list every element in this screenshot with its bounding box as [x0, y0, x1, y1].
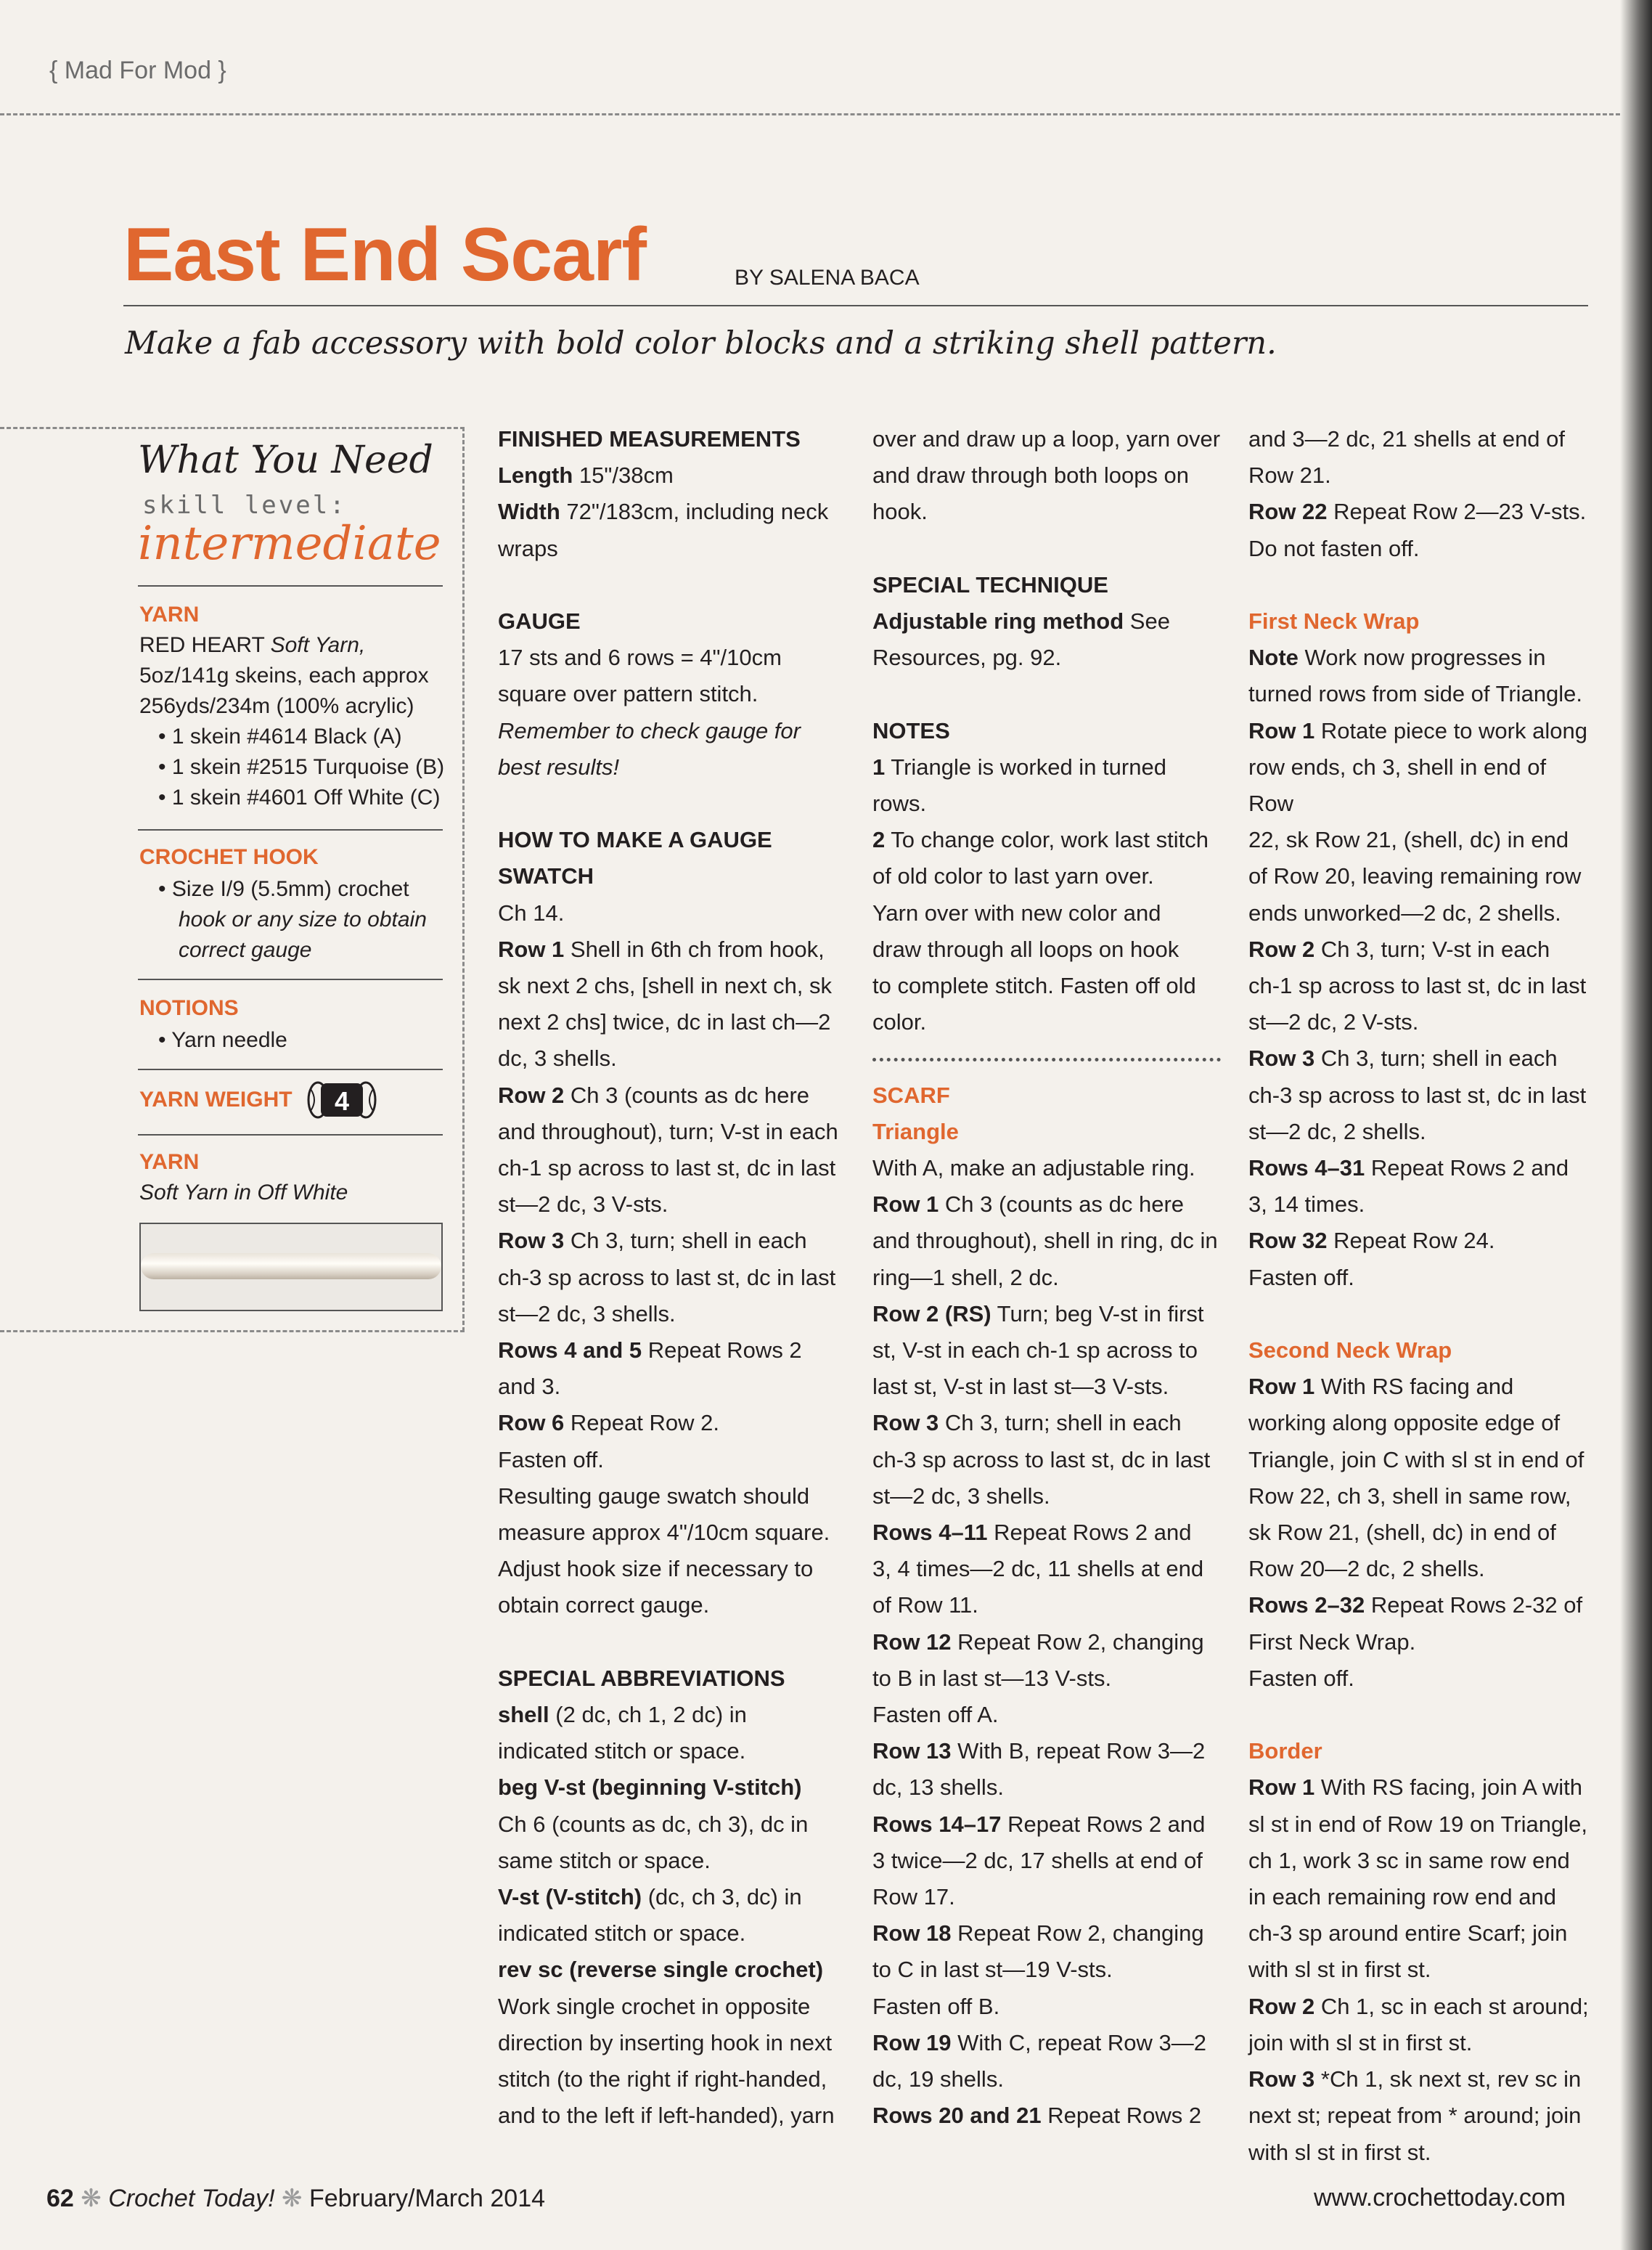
text-line: row ends, ch 3, shell in end of Row: [1248, 754, 1547, 817]
instruction-line: Row 13 With B, repeat Row 3—2: [872, 1738, 1206, 1764]
text-line: hook.: [872, 499, 928, 525]
text-line: 3, 14 times.: [1248, 1191, 1365, 1218]
text-line: 3, 4 times—2 dc, 11 shells at end: [872, 1556, 1204, 1582]
instruction-line: Row 2 Ch 3, turn; V-st in each: [1248, 936, 1550, 962]
title-rule: [123, 305, 1588, 306]
text-line: to B in last st—13 V-sts.: [872, 1665, 1112, 1691]
page-number: 62: [46, 2185, 74, 2212]
instruction-line: Row 1 Shell in 6th ch from hook,: [498, 936, 825, 962]
instruction-lead: Row 2: [1248, 1993, 1315, 2019]
section-heading: rev sc (reverse single crochet): [498, 1957, 824, 1983]
text-line: Yarn over with new color and: [872, 900, 1161, 926]
hook-note: [179, 905, 483, 966]
text-line: over and draw up a loop, yarn over: [872, 426, 1221, 452]
text-line: stitch (to the right if right-handed,: [498, 2066, 827, 2092]
sidebar-rule: [138, 585, 443, 587]
notions-heading: NOTIONS: [139, 996, 239, 1020]
instruction-line: Adjustable ring method See: [872, 608, 1170, 634]
text-line: indicated stitch or space.: [498, 1738, 746, 1764]
section-heading: FINISHED MEASUREMENTS: [498, 426, 801, 452]
instruction-lead: Row 19: [872, 2029, 952, 2055]
text-line: indicated stitch or space.: [498, 1920, 746, 1947]
instruction-line: Rows 2–32 Repeat Rows 2-32 of: [1248, 1592, 1583, 1618]
instruction-lead: Row 1: [1248, 1774, 1315, 1801]
section-heading: HOW TO MAKE A GAUGE: [498, 827, 772, 853]
sidebar-rule: [138, 1134, 443, 1136]
notions-list: [158, 1025, 287, 1056]
text-line: With A, make an adjustable ring.: [872, 1155, 1195, 1181]
yarn-swatch-image: [139, 1223, 443, 1311]
blank-line: [1248, 567, 1594, 603]
text-line: ch-3 sp across to last st, dc in last: [498, 1264, 836, 1290]
instruction-lead: Row 6: [498, 1410, 565, 1436]
instruction-lead: Row 1: [1248, 1374, 1315, 1400]
instruction-lead: Rows 4–11: [872, 1520, 988, 1546]
instruction-line: Row 32 Repeat Row 24.: [1248, 1228, 1495, 1254]
instruction-lead: Length: [498, 462, 573, 489]
text-line: of old color to last yarn over.: [872, 863, 1154, 889]
separator-icon: ❋: [282, 2185, 303, 2212]
instruction-lead: Row 3: [1248, 2066, 1315, 2092]
text-line: Ch 14.: [498, 900, 565, 926]
what-you-need-title: What You Need: [138, 439, 433, 482]
blank-line: [872, 676, 1221, 712]
skill-level-label: skill level:: [142, 491, 347, 520]
text-line: ends unworked—2 dc, 2 shells.: [1248, 900, 1561, 926]
instruction-lead: Note: [1248, 645, 1299, 671]
instruction-line: Row 1 With RS facing, join A with: [1248, 1774, 1583, 1801]
sidebar-dashed-bottom: [0, 1330, 465, 1332]
text-line: and 3—2 dc, 21 shells at end of: [1248, 426, 1566, 452]
text-line: 3 twice—2 dc, 17 shells at end of: [872, 1847, 1203, 1873]
text-line: join with sl st in first st.: [1248, 2029, 1473, 2055]
instruction-lead: Row 32: [1248, 1228, 1328, 1254]
text-line: square over pattern stitch.: [498, 681, 758, 707]
text-line: in each remaining row end and: [1248, 1884, 1556, 1910]
section-heading: SCARF: [872, 1082, 950, 1108]
text-line: st—2 dc, 3 V-sts.: [498, 1191, 668, 1218]
text-line: ch-3 sp across to last st, dc in last: [872, 1446, 1211, 1472]
section-heading: GAUGE: [498, 608, 581, 634]
instruction-line: Rows 4 and 5 Repeat Rows 2: [498, 1337, 802, 1364]
instruction-lead: V-st (V-stitch): [498, 1884, 642, 1910]
instruction-line: shell (2 dc, ch 1, 2 dc) in: [498, 1702, 747, 1728]
text-line: Do not fasten off.: [1248, 535, 1420, 561]
column-1: [498, 421, 846, 2135]
list-item: • 1 skein #4614 Black (A): [158, 722, 444, 752]
list-item: • 1 skein #4601 Off White (C): [158, 783, 444, 813]
instruction-line: Row 1 With RS facing and: [1248, 1374, 1514, 1400]
text-line: next st; repeat from * around; join: [1248, 2103, 1582, 2129]
instruction-line: Row 2 Ch 3 (counts as dc here: [498, 1082, 810, 1108]
text-line: with sl st in first st.: [1248, 1957, 1431, 1983]
instruction-line: Row 12 Repeat Row 2, changing: [872, 1629, 1204, 1655]
text-line: Remember to check gauge for: [498, 717, 801, 743]
text-line: rows.: [872, 791, 927, 816]
text-line: best results!: [498, 754, 620, 780]
text-line: and throughout), shell in ring, dc in: [872, 1228, 1218, 1254]
instruction-lead: Row 13: [872, 1738, 952, 1764]
instruction-lead: Row 2: [1248, 936, 1315, 962]
instruction-lead: 1: [872, 754, 886, 780]
section-heading: Border: [1248, 1738, 1322, 1764]
sidebar-dashed-right: [462, 427, 465, 1332]
column-2: [872, 421, 1221, 2135]
instruction-lead: Rows 14–17: [872, 1811, 1002, 1837]
instruction-line: Row 6 Repeat Row 2.: [498, 1410, 719, 1436]
section-heading: SWATCH: [498, 863, 594, 889]
text-line: turned rows from side of Triangle.: [1248, 681, 1583, 707]
instruction-line: Row 18 Repeat Row 2, changing: [872, 1920, 1204, 1947]
text-line: 17 sts and 6 rows = 4"/10cm: [498, 645, 782, 671]
instruction-lead: Row 2: [498, 1082, 565, 1108]
yarn-weight-icon: [306, 1079, 377, 1121]
text-line: next 2 chs] twice, dc in last ch—2: [498, 1009, 831, 1035]
text-line: color.: [872, 1009, 927, 1035]
instruction-line: Width 72"/183cm, including neck: [498, 499, 829, 525]
text-line: of Row 20, leaving remaining row: [1248, 863, 1582, 889]
instruction-lead: Row 1: [872, 1191, 939, 1218]
text-line: dc, 13 shells.: [872, 1774, 1004, 1801]
instruction-line: 1 Triangle is worked in turned: [872, 754, 1166, 780]
section-heading: SPECIAL TECHNIQUE: [872, 571, 1108, 598]
text-line: Work single crochet in opposite: [498, 1993, 811, 2019]
instruction-line: Row 2 (RS) Turn; beg V-st in first: [872, 1300, 1204, 1326]
instruction-line: Row 3 Ch 3, turn; shell in each: [1248, 1045, 1558, 1072]
text-line: and throughout), turn; V-st in each: [498, 1118, 838, 1144]
text-line: direction by inserting hook in next: [498, 2029, 833, 2055]
instruction-lead: Row 3: [498, 1228, 565, 1254]
text-line: Fasten off B.: [872, 1993, 1000, 2019]
text-line: Row 22, ch 3, shell in same row,: [1248, 1483, 1571, 1509]
text-line: 22, sk Row 21, (shell, dc) in end: [1248, 827, 1569, 853]
instruction-line: Rows 4–11 Repeat Rows 2 and: [872, 1520, 1192, 1546]
instruction-lead: Row 3: [872, 1410, 939, 1436]
text-line: st—2 dc, 2 shells.: [1248, 1118, 1426, 1144]
instruction-lead: Rows 20 and 21: [872, 2103, 1042, 2129]
text-line: last st, V-st in last st—3 V-sts.: [872, 1374, 1169, 1400]
list-item: • 1 skein #2515 Turquoise (B): [158, 752, 444, 783]
yarn-description: [139, 630, 444, 722]
text-line: Row 20—2 dc, 2 shells.: [1248, 1556, 1485, 1582]
instruction-lead: Row 3: [1248, 1045, 1315, 1072]
section-heading: Second Neck Wrap: [1248, 1337, 1452, 1364]
text-line: st—2 dc, 2 V-sts.: [1248, 1009, 1419, 1035]
text-line: Row 21.: [1248, 462, 1331, 489]
yarn-name: Soft Yarn,: [270, 633, 366, 657]
text-line: wraps: [498, 535, 558, 561]
blank-line: [498, 567, 846, 603]
instruction-line: Length 15"/38cm: [498, 462, 674, 489]
text-line: and draw through both loops on: [872, 462, 1190, 489]
instruction-line: Row 1 Rotate piece to work along: [1248, 717, 1587, 743]
text-line: Fasten off A.: [872, 1702, 999, 1728]
magazine-name: Crochet Today!: [108, 2185, 275, 2212]
text-line: measure approx 4"/10cm square.: [498, 1520, 830, 1546]
blank-line: [1248, 1296, 1594, 1332]
footer-left: [46, 2184, 545, 2213]
text-line: sk next 2 chs, [shell in next ch, sk: [498, 973, 833, 999]
blank-line: [1248, 1697, 1594, 1733]
text-line: obtain correct gauge.: [498, 1592, 710, 1618]
instruction-line: Note Work now progresses in: [1248, 645, 1546, 671]
text-line: ch-1 sp across to last st, dc in last: [498, 1155, 836, 1181]
blank-line: [872, 531, 1221, 567]
instruction-lead: Row 18: [872, 1920, 952, 1947]
text-line: Fasten off.: [1248, 1665, 1354, 1691]
instruction-line: Row 3 Ch 3, turn; shell in each: [498, 1228, 807, 1254]
website-url: www.crochettoday.com: [1314, 2184, 1566, 2212]
instruction-line: Rows 4–31 Repeat Rows 2 and: [1248, 1155, 1569, 1181]
list-item: • Yarn needle: [158, 1025, 287, 1056]
text-line: with sl st in first st.: [1248, 2139, 1431, 2165]
yarn-skein-info: 5oz/141g skeins, each approx: [139, 664, 429, 688]
text-line: ring—1 shell, 2 dc.: [872, 1264, 1059, 1290]
text-line: and 3.: [498, 1374, 561, 1400]
subtitle: Make a fab accessory with bold color blocks and a striking shell pattern.: [125, 325, 1277, 362]
text-line: sl st in end of Row 19 on Triangle,: [1248, 1811, 1587, 1837]
byline: BY SALENA BACA: [735, 266, 920, 290]
instruction-lead: Row 2 (RS): [872, 1300, 991, 1326]
text-line: same stitch or space.: [498, 1847, 711, 1873]
dotted-divider: [872, 1040, 1221, 1077]
skill-level-value: intermediate: [138, 517, 441, 571]
hook-list: [158, 874, 409, 905]
page-title: East End Scarf: [123, 213, 647, 297]
list-item: • Size I/9 (5.5mm) crochet: [158, 874, 409, 905]
instruction-line: Row 3 Ch 3, turn; shell in each: [872, 1410, 1182, 1436]
instruction-lead: Row 12: [872, 1629, 952, 1655]
text-line: draw through all loops on hook: [872, 936, 1179, 962]
section-heading: beg V-st (beginning V-stitch): [498, 1774, 802, 1801]
top-dashed-divider: [0, 113, 1620, 115]
text-line: st, V-st in each ch-1 sp across to: [872, 1337, 1198, 1364]
separator-icon: ❋: [81, 2185, 102, 2212]
instruction-lead: Rows 2–32: [1248, 1592, 1365, 1618]
swatch-heading: YARN: [139, 1150, 200, 1174]
text-line: to C in last st—19 V-sts.: [872, 1957, 1113, 1983]
instruction-lead: Row 22: [1248, 499, 1328, 525]
instruction-line: 2 To change color, work last stitch: [872, 827, 1209, 853]
text-line: First Neck Wrap.: [1248, 1629, 1416, 1655]
text-line: sk Row 21, (shell, dc) in end of: [1248, 1520, 1556, 1546]
yarn-yardage: 256yds/234m (100% acrylic): [139, 694, 414, 718]
text-line: Triangle, join C with sl st in end of: [1248, 1446, 1584, 1472]
text-line: Resulting gauge swatch should: [498, 1483, 810, 1509]
text-line: Row 17.: [872, 1884, 955, 1910]
text-line: ch-3 sp across to last st, dc in last: [1248, 1082, 1587, 1108]
section-heading: Triangle: [872, 1118, 959, 1144]
instruction-line: Row 3 *Ch 1, sk next st, rev sc in: [1248, 2066, 1582, 2092]
text-line: dc, 3 shells.: [498, 1045, 617, 1072]
yarn-weight-value: 4: [334, 1086, 350, 1116]
section-heading: SPECIAL ABBREVIATIONS: [498, 1665, 785, 1691]
column-3: [1248, 421, 1594, 2171]
instruction-line: Row 2 Ch 1, sc in each st around;: [1248, 1993, 1589, 2019]
instruction-line: Rows 14–17 Repeat Rows 2 and: [872, 1811, 1206, 1837]
text-line: ch-1 sp across to last st, dc in last: [1248, 973, 1587, 999]
instruction-lead: Row 1: [498, 936, 565, 962]
text-line: Resources, pg. 92.: [872, 645, 1062, 671]
text-line: Fasten off.: [498, 1446, 604, 1472]
instruction-line: Row 22 Repeat Row 2—23 V-sts.: [1248, 499, 1587, 525]
yarn-heading: YARN: [139, 603, 200, 627]
blank-line: [498, 786, 846, 822]
text-line: working along opposite edge of: [1248, 1410, 1561, 1436]
text-line: ch 1, work 3 sc in same row end: [1248, 1847, 1570, 1873]
text-line: Fasten off.: [1248, 1264, 1354, 1290]
page-edge-shadow: [1620, 0, 1652, 2250]
instruction-lead: 2: [872, 827, 886, 853]
instruction-lead: Row 1: [1248, 717, 1315, 743]
section-label: { Mad For Mod }: [49, 57, 226, 84]
sidebar-rule: [138, 1069, 443, 1070]
text-line: ch-3 sp around entire Scarf; join: [1248, 1920, 1568, 1947]
swatch-caption: Soft Yarn in Off White: [139, 1181, 348, 1205]
yarn-list: [158, 722, 444, 813]
issue-date: February/March 2014: [308, 2185, 546, 2212]
instruction-lead: Rows 4 and 5: [498, 1337, 642, 1364]
instruction-lead: shell: [498, 1702, 549, 1728]
text-line: Adjust hook size if necessary to: [498, 1556, 814, 1582]
instruction-line: Row 19 With C, repeat Row 3—2: [872, 2029, 1206, 2055]
blank-line: [498, 1624, 846, 1660]
sidebar-rule: [138, 979, 443, 980]
text-line: to complete stitch. Fasten off old: [872, 973, 1196, 999]
instruction-lead: Adjustable ring method: [872, 608, 1124, 634]
yarn-weight-heading: YARN WEIGHT: [139, 1088, 293, 1112]
yarn-brand: RED HEART: [139, 633, 265, 657]
hook-note-line: correct gauge: [179, 938, 312, 962]
text-line: Ch 6 (counts as dc, ch 3), dc in: [498, 1811, 809, 1837]
text-line: of Row 11.: [872, 1592, 978, 1618]
sidebar-rule: [138, 829, 443, 831]
instruction-lead: Rows 4–31: [1248, 1155, 1365, 1181]
instruction-line: Row 1 Ch 3 (counts as dc here: [872, 1191, 1185, 1218]
instruction-line: Rows 20 and 21 Repeat Rows 2: [872, 2103, 1202, 2129]
text-line: dc, 19 shells.: [872, 2066, 1004, 2092]
text-line: st—2 dc, 3 shells.: [872, 1483, 1050, 1509]
section-heading: First Neck Wrap: [1248, 608, 1420, 634]
section-heading: NOTES: [872, 717, 950, 743]
instruction-lead: Width: [498, 499, 560, 525]
text-line: st—2 dc, 3 shells.: [498, 1300, 676, 1326]
sidebar-dashed-top: [0, 427, 465, 429]
hook-heading: CROCHET HOOK: [139, 845, 319, 869]
instruction-line: V-st (V-stitch) (dc, ch 3, dc) in: [498, 1884, 802, 1910]
hook-note-line: hook or any size to obtain: [179, 908, 427, 932]
text-line: and to the left if left-handed), yarn: [498, 2103, 835, 2129]
